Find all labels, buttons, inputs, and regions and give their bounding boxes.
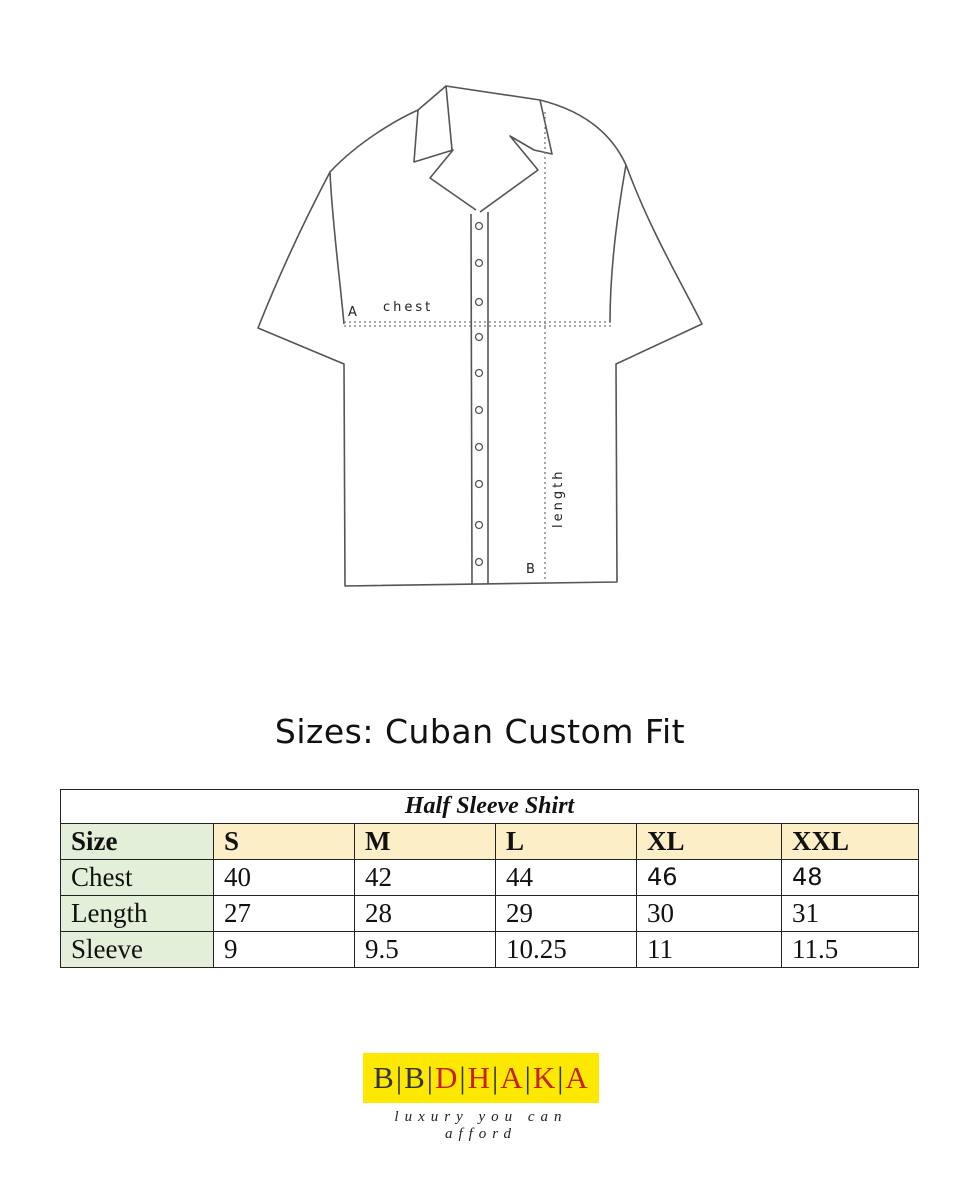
value-cell: 27 [214,896,355,932]
header-cell: M [355,824,496,860]
value-cell: 11.5 [782,932,919,968]
page-title: Sizes: Cuban Custom Fit [274,712,686,751]
header-cell: XXL [782,824,919,860]
chest-label: chest [383,300,434,315]
brand-letter: A [565,1060,589,1095]
value-cell: 10.25 [496,932,637,968]
table-row [61,860,919,896]
left-armhole [330,172,344,324]
brand-logo [363,1053,599,1143]
right-armhole [610,165,626,322]
row-label-cell: Chest [61,860,214,896]
table-caption: Half Sleeve Shirt [61,790,919,824]
value-cell: 40 [214,860,355,896]
brand-letter: K [532,1060,557,1095]
value-cell: 31 [782,896,919,932]
brand-letter: A [500,1060,524,1095]
value-cell: 28 [355,896,496,932]
value-cell: 9.5 [355,932,496,968]
value-cell: 48 [782,860,919,896]
value-cell: 29 [496,896,637,932]
value-cell: 42 [355,860,496,896]
brand-letter: B [404,1060,426,1095]
length-label: length [551,468,566,528]
table-row [61,932,919,968]
row-label-cell: Length [61,896,214,932]
value-cell: 46 [637,860,782,896]
placket-left [471,214,472,584]
table-caption-row [61,790,919,824]
point-b-label: B [526,562,535,577]
value-cell: 30 [637,896,782,932]
value-cell: 9 [214,932,355,968]
table-header-row [61,824,919,860]
brand-wordmark: B | B | D | H | A | K | A [363,1053,599,1103]
brand-letter: D [434,1060,459,1095]
table-row [61,896,919,932]
header-cell: S [214,824,355,860]
value-cell: 44 [496,860,637,896]
collar-left [414,110,476,210]
header-cell: L [496,824,637,860]
row-label-cell: Sleeve [61,932,214,968]
brand-letter: H [467,1060,491,1095]
point-a-label: A [348,305,357,320]
value-cell: 11 [637,932,782,968]
brand-letter: B [373,1060,395,1095]
brand-tagline: luxury you can afford [394,1109,568,1142]
buttons [476,223,483,566]
header-cell: XL [637,824,782,860]
size-table [60,789,919,968]
shirt-outline [258,86,702,586]
collar-right [446,86,552,212]
header-cell: Size [61,824,214,860]
